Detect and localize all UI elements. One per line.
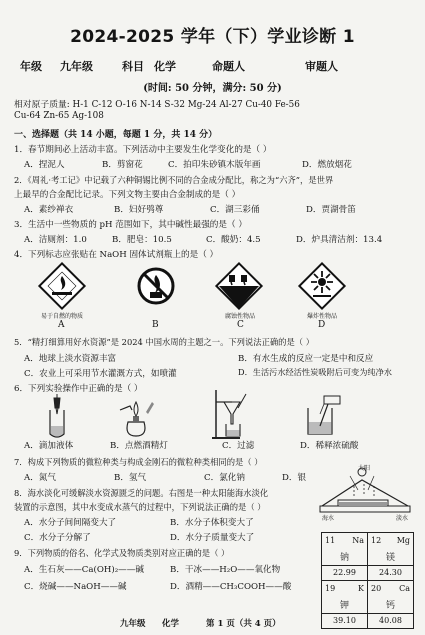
q3-option-c[interactable]: C．酸奶：4.5 <box>206 235 261 245</box>
time-score: (时间: 50 分钟，满分: 50 分) <box>143 83 282 94</box>
q2-option-b[interactable]: B．妇好鸮尊 <box>114 205 164 215</box>
grade-value: 九年级 <box>60 60 93 73</box>
q2-stem-2: 上最早的合金配比记录。下列文物主要由合金制成的是（ ） <box>14 190 241 200</box>
element-symbol: Mg <box>396 536 410 545</box>
q8-diagram-sun-label: 太阳 <box>358 465 371 472</box>
alcohol-lamp-diagram <box>116 392 156 438</box>
periodic-table-excerpt <box>321 532 414 629</box>
element-mass: 40.08 <box>368 613 413 625</box>
element-cell-mg <box>368 533 414 581</box>
q6-stem: 6．下列实验操作中正确的是（ ） <box>14 384 143 394</box>
setter-label: 命题人 <box>212 60 245 73</box>
dilution-beaker-diagram <box>300 394 346 438</box>
grade-label: 年级 <box>20 60 42 73</box>
q9-option-a[interactable]: A．生石灰——Ca(OH)₂——碱 <box>24 565 144 575</box>
q4-label-a: 易于自燃的物质 <box>40 313 83 320</box>
section-1-title: 一、选择题（共 14 小题，每题 1 分，共 14 分） <box>14 130 218 140</box>
q8-option-d[interactable]: D．水分子质量变大了 <box>170 533 255 543</box>
element-symbol: Na <box>352 536 364 545</box>
q5-option-b[interactable]: B．有水生成的反应一定是中和反应 <box>238 354 374 364</box>
q8-stem-1: 8．海水淡化可缓解淡水资源匮乏的问题。右图是一种太阳能海水淡化 <box>14 488 269 498</box>
element-mass: 39.10 <box>322 613 367 625</box>
q8-stem-2: 装置的示意图，其中水变成水蒸气的过程中，下列说法正确的是（ ） <box>14 502 266 512</box>
q2-stem-1: 2．《周礼·考工记》中记载了六种铜锡比例不同的合金成分配比，称之为“六齐”，是世界 <box>14 175 334 185</box>
q4-letter-c: C <box>237 320 244 330</box>
q8-diagram-seawater-label: 海水 <box>322 515 335 522</box>
element-name: 钙 <box>385 601 395 611</box>
element-name: 钾 <box>339 601 349 611</box>
q5-option-c[interactable]: C．农业上可采用节水灌溉方式，如喷灌 <box>24 369 177 379</box>
footer-grade: 九年级 <box>120 619 146 629</box>
element-number: 11 <box>325 536 336 545</box>
footer-subject: 化学 <box>162 619 180 629</box>
atomic-masses-line-1: 相对原子质量: H-1 C-12 O-16 N-14 S-32 Mg-24 Al-27 Cu-40 Fe-56 <box>14 100 300 110</box>
atomic-masses-line-2: Cu-64 Zn-65 Ag-108 <box>14 111 104 121</box>
paper-title: 2024-2025 学年（下）学业诊断 1 <box>70 27 355 47</box>
element-name: 钠 <box>339 553 349 563</box>
q7-option-c[interactable]: C．氯化钠 <box>204 473 245 483</box>
q6-option-c[interactable]: C．过滤 <box>222 441 255 451</box>
q4-letter-d: D <box>318 320 326 330</box>
q9-stem: 9．下列物质的俗名、化学式及物质类别对应正确的是（ ） <box>14 548 230 558</box>
q4-letter-a: A <box>58 320 65 330</box>
q3-option-b[interactable]: B．肥皂：10.5 <box>112 235 172 245</box>
q4-letter-b: B <box>152 320 159 330</box>
corrosive-sign-icon[interactable] <box>215 262 263 310</box>
q6-option-d[interactable]: D．稀释浓硫酸 <box>300 441 359 451</box>
q8-diagram-freshwater-label: 淡水 <box>396 515 409 522</box>
q7-option-a[interactable]: A．氮气 <box>24 473 56 483</box>
q1-option-d[interactable]: D．燃放烟花 <box>302 160 352 170</box>
q8-option-c[interactable]: C．水分子分解了 <box>24 533 91 543</box>
reviewer-label: 审题人 <box>305 60 338 73</box>
element-cell-na <box>322 533 368 581</box>
element-name: 镁 <box>385 553 395 563</box>
q8-option-a[interactable]: A．水分子间间隔变大了 <box>24 518 117 528</box>
q9-option-d[interactable]: D．酒精——CH₃COOH——酸 <box>170 582 292 592</box>
q2-option-d[interactable]: D．贾湖骨笛 <box>306 205 356 215</box>
q1-option-a[interactable]: A．捏泥人 <box>24 160 65 170</box>
q7-stem: 7．构成下列物质的微粒种类与构成金刚石的微粒种类相同的是（ ） <box>14 457 263 467</box>
q4-stem: 4．下列标志应张贴在 NaOH 固体试剂瓶上的是（ ） <box>14 250 219 260</box>
flammable-solid-sign-icon[interactable] <box>38 262 86 310</box>
element-number: 19 <box>325 584 336 593</box>
q7-option-b[interactable]: B．氢气 <box>114 473 147 483</box>
no-fire-sign-icon[interactable] <box>136 266 176 306</box>
q2-option-a[interactable]: A．素纱禅衣 <box>24 205 74 215</box>
q9-option-c[interactable]: C．烧碱——NaOH——碱 <box>24 582 127 592</box>
q5-option-a[interactable]: A．地球上淡水资源丰富 <box>24 354 117 364</box>
footer-page: 第 1 页（共 4 页） <box>206 619 281 629</box>
q2-option-c[interactable]: C．湖三彩俑 <box>210 205 260 215</box>
solar-desalination-diagram <box>318 466 414 520</box>
element-symbol: Ca <box>399 584 410 593</box>
q3-option-a[interactable]: A．洁厕剂：1.0 <box>24 235 87 245</box>
q6-option-a[interactable]: A．滴加液体 <box>24 441 74 451</box>
q3-option-d[interactable]: D．炉具清洁剂：13.4 <box>296 235 383 245</box>
element-mass: 22.99 <box>322 565 367 577</box>
subject-value: 化学 <box>154 60 176 73</box>
dropper-test-tube-diagram <box>40 394 74 438</box>
element-symbol: K <box>358 584 364 593</box>
q9-option-b[interactable]: B．干冰——H₂O——氧化物 <box>170 565 281 575</box>
q3-stem: 3．生活中一些物质的 pH 范围如下，其中碱性最强的是（ ） <box>14 220 247 230</box>
subject-label: 科目 <box>122 60 144 73</box>
explosive-sign-icon[interactable] <box>298 262 346 310</box>
q1-stem: 1．春节期间必上活动丰富。下列活动中主要发生化学变化的是（ ） <box>14 145 272 155</box>
q4-label-c: 腐蚀性物品 <box>224 313 255 320</box>
q8-option-b[interactable]: B．水分子体积变大了 <box>170 518 254 528</box>
element-number: 20 <box>371 584 382 593</box>
q1-option-b[interactable]: B．剪窗花 <box>102 160 143 170</box>
q1-option-c[interactable]: C．拍印朱砂镇木版年画 <box>168 160 261 170</box>
q5-stem: 5．“精打细算用好水资源”是 2024 中国水周的主题之一。下列说法正确的是（ ） <box>14 337 314 347</box>
q7-option-d[interactable]: D．银 <box>282 473 307 483</box>
element-mass: 24.30 <box>368 565 413 577</box>
filtration-diagram <box>210 390 256 440</box>
q6-option-b[interactable]: B．点燃酒精灯 <box>110 441 168 451</box>
element-number: 12 <box>371 536 382 545</box>
q5-option-d[interactable]: D．生活污水经活性炭吸附后可变为纯净水 <box>238 367 392 377</box>
element-cell-k <box>322 581 368 629</box>
q4-label-d: 爆炸性物品 <box>306 313 337 320</box>
element-cell-ca <box>368 581 414 629</box>
